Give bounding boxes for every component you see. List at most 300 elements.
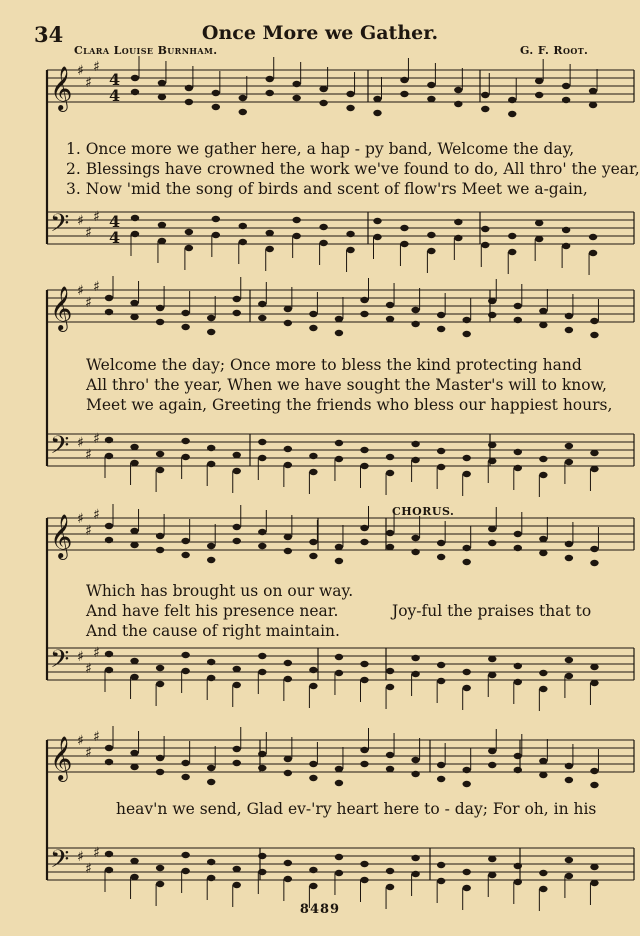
notehead	[565, 657, 573, 663]
notehead	[437, 762, 445, 768]
notehead	[258, 529, 266, 535]
notehead	[488, 656, 496, 662]
notehead	[481, 226, 489, 232]
notehead	[360, 311, 368, 317]
notehead	[185, 245, 193, 251]
notehead	[130, 542, 138, 548]
notehead	[239, 95, 247, 101]
notehead	[309, 311, 317, 317]
notehead	[156, 665, 164, 671]
notehead	[233, 866, 241, 872]
notehead	[156, 769, 164, 775]
notehead	[335, 544, 343, 550]
notehead	[437, 326, 445, 332]
sharp-icon: ♯	[77, 849, 84, 865]
notehead	[539, 886, 547, 892]
notehead	[207, 461, 215, 467]
notehead	[437, 312, 445, 318]
chorus-label: CHORUS.	[392, 505, 455, 518]
notehead	[481, 242, 489, 248]
notehead	[539, 772, 547, 778]
notehead	[590, 664, 598, 670]
sharp-icon: ♯	[93, 431, 100, 447]
notehead	[514, 317, 522, 323]
notehead	[463, 767, 471, 773]
notehead	[284, 660, 292, 666]
notehead	[590, 782, 598, 788]
notehead	[258, 653, 266, 659]
notehead	[386, 544, 394, 550]
notehead	[239, 109, 247, 115]
notehead	[181, 454, 189, 460]
notehead	[346, 231, 354, 237]
notehead	[335, 766, 343, 772]
notehead	[105, 523, 113, 529]
notehead	[514, 663, 522, 669]
system-1-lyric-verse-2: 2. Blessings have crowned the work we've found to do, All thro' the year,	[66, 160, 640, 178]
notehead	[562, 97, 570, 103]
notehead	[535, 92, 543, 98]
notehead	[589, 234, 597, 240]
notehead	[488, 526, 496, 532]
hymn-composer: G. F. Root.	[520, 44, 589, 57]
notehead	[514, 449, 522, 455]
notehead	[258, 869, 266, 875]
notehead	[590, 450, 598, 456]
notehead	[258, 765, 266, 771]
notehead	[590, 880, 598, 886]
notehead	[207, 543, 215, 549]
notehead	[309, 325, 317, 331]
hymn-title: Once More we Gather.	[201, 22, 439, 44]
notehead	[514, 531, 522, 537]
notehead	[181, 868, 189, 874]
notehead	[360, 525, 368, 531]
notehead	[565, 777, 573, 783]
notehead	[130, 314, 138, 320]
treble-clef-icon: 𝄞	[50, 286, 73, 330]
notehead	[565, 873, 573, 879]
notehead	[319, 100, 327, 106]
system-2-lyric-verse-1: Welcome the day; Once more to bless the kind protecting hand	[86, 356, 582, 374]
sharp-icon: ♯	[85, 661, 92, 677]
notehead	[258, 543, 266, 549]
notehead	[212, 232, 220, 238]
notehead	[158, 222, 166, 228]
notehead	[437, 448, 445, 454]
notehead	[130, 528, 138, 534]
notehead	[212, 90, 220, 96]
notehead	[335, 558, 343, 564]
notehead	[130, 674, 138, 680]
system-1-lyric-verse-1: 1. Once more we gather here, a hap - py band, Welcome the day,	[66, 140, 575, 158]
system-1-lyric-verse-3: 3. Now 'mid the song of birds and scent of flow'rs Meet we a-gain,	[66, 180, 588, 198]
notehead	[427, 248, 435, 254]
notehead	[488, 298, 496, 304]
notehead	[454, 87, 462, 93]
notehead	[156, 305, 164, 311]
notehead	[411, 457, 419, 463]
notehead	[233, 538, 241, 544]
notehead	[346, 105, 354, 111]
notehead	[360, 761, 368, 767]
notehead	[207, 779, 215, 785]
notehead	[233, 746, 241, 752]
notehead	[233, 468, 241, 474]
notehead	[565, 327, 573, 333]
notehead	[258, 315, 266, 321]
notehead	[463, 317, 471, 323]
notehead	[590, 318, 598, 324]
notehead	[535, 236, 543, 242]
notehead	[130, 750, 138, 756]
notehead	[156, 681, 164, 687]
notehead	[105, 453, 113, 459]
notehead	[488, 458, 496, 464]
notehead	[266, 230, 274, 236]
notehead	[292, 95, 300, 101]
notehead	[207, 315, 215, 321]
notehead	[386, 684, 394, 690]
notehead	[539, 536, 547, 542]
notehead	[181, 852, 189, 858]
notehead	[292, 217, 300, 223]
notehead	[158, 238, 166, 244]
sharp-icon: ♯	[85, 225, 92, 241]
notehead	[105, 309, 113, 315]
sharp-icon: ♯	[93, 845, 100, 861]
notehead	[539, 686, 547, 692]
notehead	[508, 249, 516, 255]
notehead	[565, 763, 573, 769]
treble-clef-icon: 𝄞	[50, 736, 73, 780]
notehead	[463, 781, 471, 787]
notehead	[156, 547, 164, 553]
notehead	[360, 677, 368, 683]
notehead	[309, 867, 317, 873]
notehead	[514, 303, 522, 309]
treble-clef-icon: 𝄞	[50, 66, 73, 110]
notehead	[463, 331, 471, 337]
bass-clef-icon: 𝄢	[50, 431, 70, 466]
notehead	[105, 537, 113, 543]
sharp-icon: ♯	[85, 295, 92, 311]
notehead	[590, 332, 598, 338]
notehead	[373, 110, 381, 116]
notehead	[386, 316, 394, 322]
notehead	[589, 88, 597, 94]
notehead	[411, 321, 419, 327]
notehead	[233, 882, 241, 888]
notehead	[539, 456, 547, 462]
notehead	[514, 863, 522, 869]
notehead	[335, 330, 343, 336]
notehead	[130, 658, 138, 664]
system-2-lyric-verse-3: Meet we again, Greeting the friends who bless our happiest hours,	[86, 396, 613, 414]
system-3-lyric-verse-2: And have felt his presence near.	[86, 602, 339, 620]
notehead	[284, 770, 292, 776]
notehead	[292, 233, 300, 239]
notehead	[514, 679, 522, 685]
notehead	[309, 683, 317, 689]
notehead	[258, 439, 266, 445]
notehead	[181, 760, 189, 766]
notehead	[411, 307, 419, 313]
sharp-icon: ♯	[77, 649, 84, 665]
notehead	[131, 75, 139, 81]
plate-number: 8489	[299, 902, 341, 917]
notehead	[156, 533, 164, 539]
notehead	[539, 472, 547, 478]
notehead	[437, 554, 445, 560]
notehead	[181, 552, 189, 558]
notehead	[565, 857, 573, 863]
notehead	[156, 319, 164, 325]
notehead	[258, 751, 266, 757]
notehead	[207, 875, 215, 881]
notehead	[130, 444, 138, 450]
notehead	[488, 872, 496, 878]
notehead	[463, 545, 471, 551]
notehead	[589, 102, 597, 108]
page-number: 34	[34, 22, 64, 47]
notehead	[335, 456, 343, 462]
notehead	[258, 301, 266, 307]
notehead	[386, 766, 394, 772]
notehead	[535, 78, 543, 84]
notehead	[488, 748, 496, 754]
notehead	[386, 302, 394, 308]
notehead	[360, 747, 368, 753]
notehead	[590, 864, 598, 870]
notehead	[207, 765, 215, 771]
notehead	[386, 530, 394, 536]
notehead	[360, 463, 368, 469]
notehead	[185, 85, 193, 91]
notehead	[181, 668, 189, 674]
notehead	[539, 670, 547, 676]
notehead	[309, 539, 317, 545]
notehead	[233, 452, 241, 458]
notehead	[565, 313, 573, 319]
notehead	[427, 96, 435, 102]
notehead	[437, 776, 445, 782]
notehead	[590, 768, 598, 774]
notehead	[319, 224, 327, 230]
notehead	[309, 453, 317, 459]
sharp-icon: ♯	[85, 861, 92, 877]
sharp-icon: ♯	[93, 279, 100, 295]
notehead	[386, 884, 394, 890]
notehead	[131, 215, 139, 221]
sharp-icon: ♯	[85, 523, 92, 539]
notehead	[284, 534, 292, 540]
notehead	[411, 441, 419, 447]
notehead	[130, 460, 138, 466]
sharp-icon: ♯	[77, 733, 84, 749]
notehead	[411, 757, 419, 763]
notehead	[488, 540, 496, 546]
notehead	[539, 758, 547, 764]
notehead	[400, 225, 408, 231]
notehead	[360, 539, 368, 545]
notehead	[105, 295, 113, 301]
notehead	[562, 227, 570, 233]
notehead	[181, 438, 189, 444]
notehead	[437, 464, 445, 470]
notehead	[319, 86, 327, 92]
notehead	[411, 771, 419, 777]
notehead	[400, 241, 408, 247]
notehead	[309, 883, 317, 889]
notehead	[488, 442, 496, 448]
notehead	[565, 443, 573, 449]
notehead	[463, 669, 471, 675]
notehead	[427, 232, 435, 238]
notehead	[212, 216, 220, 222]
notehead	[131, 231, 139, 237]
notehead	[488, 856, 496, 862]
notehead	[539, 550, 547, 556]
notehead	[481, 92, 489, 98]
notehead	[589, 250, 597, 256]
notehead	[535, 220, 543, 226]
time-signature-top: 4	[109, 212, 121, 231]
notehead	[105, 851, 113, 857]
notehead	[181, 324, 189, 330]
notehead	[427, 82, 435, 88]
notehead	[105, 651, 113, 657]
notehead	[181, 652, 189, 658]
sharp-icon: ♯	[93, 645, 100, 661]
notehead	[386, 470, 394, 476]
sharp-icon: ♯	[77, 435, 84, 451]
notehead	[156, 755, 164, 761]
notehead	[411, 671, 419, 677]
notehead	[185, 99, 193, 105]
notehead	[266, 90, 274, 96]
sharp-icon: ♯	[85, 447, 92, 463]
notehead	[400, 91, 408, 97]
notehead	[335, 654, 343, 660]
notehead	[508, 233, 516, 239]
sharp-icon: ♯	[77, 213, 84, 229]
notehead	[319, 240, 327, 246]
notehead	[373, 218, 381, 224]
notehead	[590, 466, 598, 472]
system-3-lyric-verse-3: And the cause of right maintain.	[86, 622, 340, 640]
notehead	[309, 553, 317, 559]
notehead	[463, 685, 471, 691]
notehead	[565, 555, 573, 561]
notehead	[454, 101, 462, 107]
notehead	[373, 96, 381, 102]
notehead	[284, 548, 292, 554]
notehead	[539, 870, 547, 876]
notehead	[181, 310, 189, 316]
notehead	[207, 445, 215, 451]
notehead	[386, 868, 394, 874]
notehead	[233, 666, 241, 672]
notehead	[258, 455, 266, 461]
sharp-icon: ♯	[85, 745, 92, 761]
sharp-icon: ♯	[77, 63, 84, 79]
notehead	[508, 111, 516, 117]
notehead	[239, 239, 247, 245]
sharp-icon: ♯	[93, 59, 100, 75]
notehead	[346, 247, 354, 253]
notehead	[156, 451, 164, 457]
time-signature-top: 4	[109, 70, 121, 89]
notehead	[309, 469, 317, 475]
notehead	[266, 246, 274, 252]
notehead	[335, 670, 343, 676]
notehead	[130, 300, 138, 306]
notehead	[207, 659, 215, 665]
notehead	[411, 855, 419, 861]
notehead	[514, 753, 522, 759]
notehead	[284, 860, 292, 866]
notehead	[292, 81, 300, 87]
notehead	[105, 759, 113, 765]
notehead	[360, 661, 368, 667]
notehead	[131, 89, 139, 95]
treble-clef-icon: 𝄞	[50, 514, 73, 558]
notehead	[437, 678, 445, 684]
notehead	[181, 538, 189, 544]
notehead	[360, 877, 368, 883]
notehead	[400, 77, 408, 83]
notehead	[284, 320, 292, 326]
time-signature-bottom: 4	[109, 228, 121, 247]
notehead	[335, 780, 343, 786]
notehead	[239, 223, 247, 229]
notehead	[411, 535, 419, 541]
bass-clef-icon: 𝄢	[50, 645, 70, 680]
notehead	[360, 297, 368, 303]
notehead	[411, 549, 419, 555]
sharp-icon: ♯	[93, 209, 100, 225]
bass-clef-icon: 𝄢	[50, 845, 70, 880]
sharp-icon: ♯	[77, 283, 84, 299]
notehead	[309, 667, 317, 673]
notehead	[284, 676, 292, 682]
notehead	[258, 669, 266, 675]
notehead	[335, 316, 343, 322]
notehead	[185, 229, 193, 235]
notehead	[565, 541, 573, 547]
notehead	[386, 668, 394, 674]
notehead	[590, 560, 598, 566]
notehead	[284, 462, 292, 468]
notehead	[514, 767, 522, 773]
notehead	[590, 546, 598, 552]
notehead	[105, 437, 113, 443]
system-3-chorus-lyric: Joy-ful the praises that to	[392, 602, 592, 620]
notehead	[207, 859, 215, 865]
notehead	[156, 881, 164, 887]
notehead	[514, 465, 522, 471]
bass-clef-icon: 𝄢	[50, 209, 70, 244]
system-4-lyric: heav'n we send, Glad ev-'ry heart here to - day; For oh, in his	[116, 800, 597, 818]
notehead	[360, 447, 368, 453]
notehead	[565, 673, 573, 679]
notehead	[463, 471, 471, 477]
notehead	[463, 559, 471, 565]
notehead	[258, 853, 266, 859]
notehead	[411, 655, 419, 661]
notehead	[437, 862, 445, 868]
